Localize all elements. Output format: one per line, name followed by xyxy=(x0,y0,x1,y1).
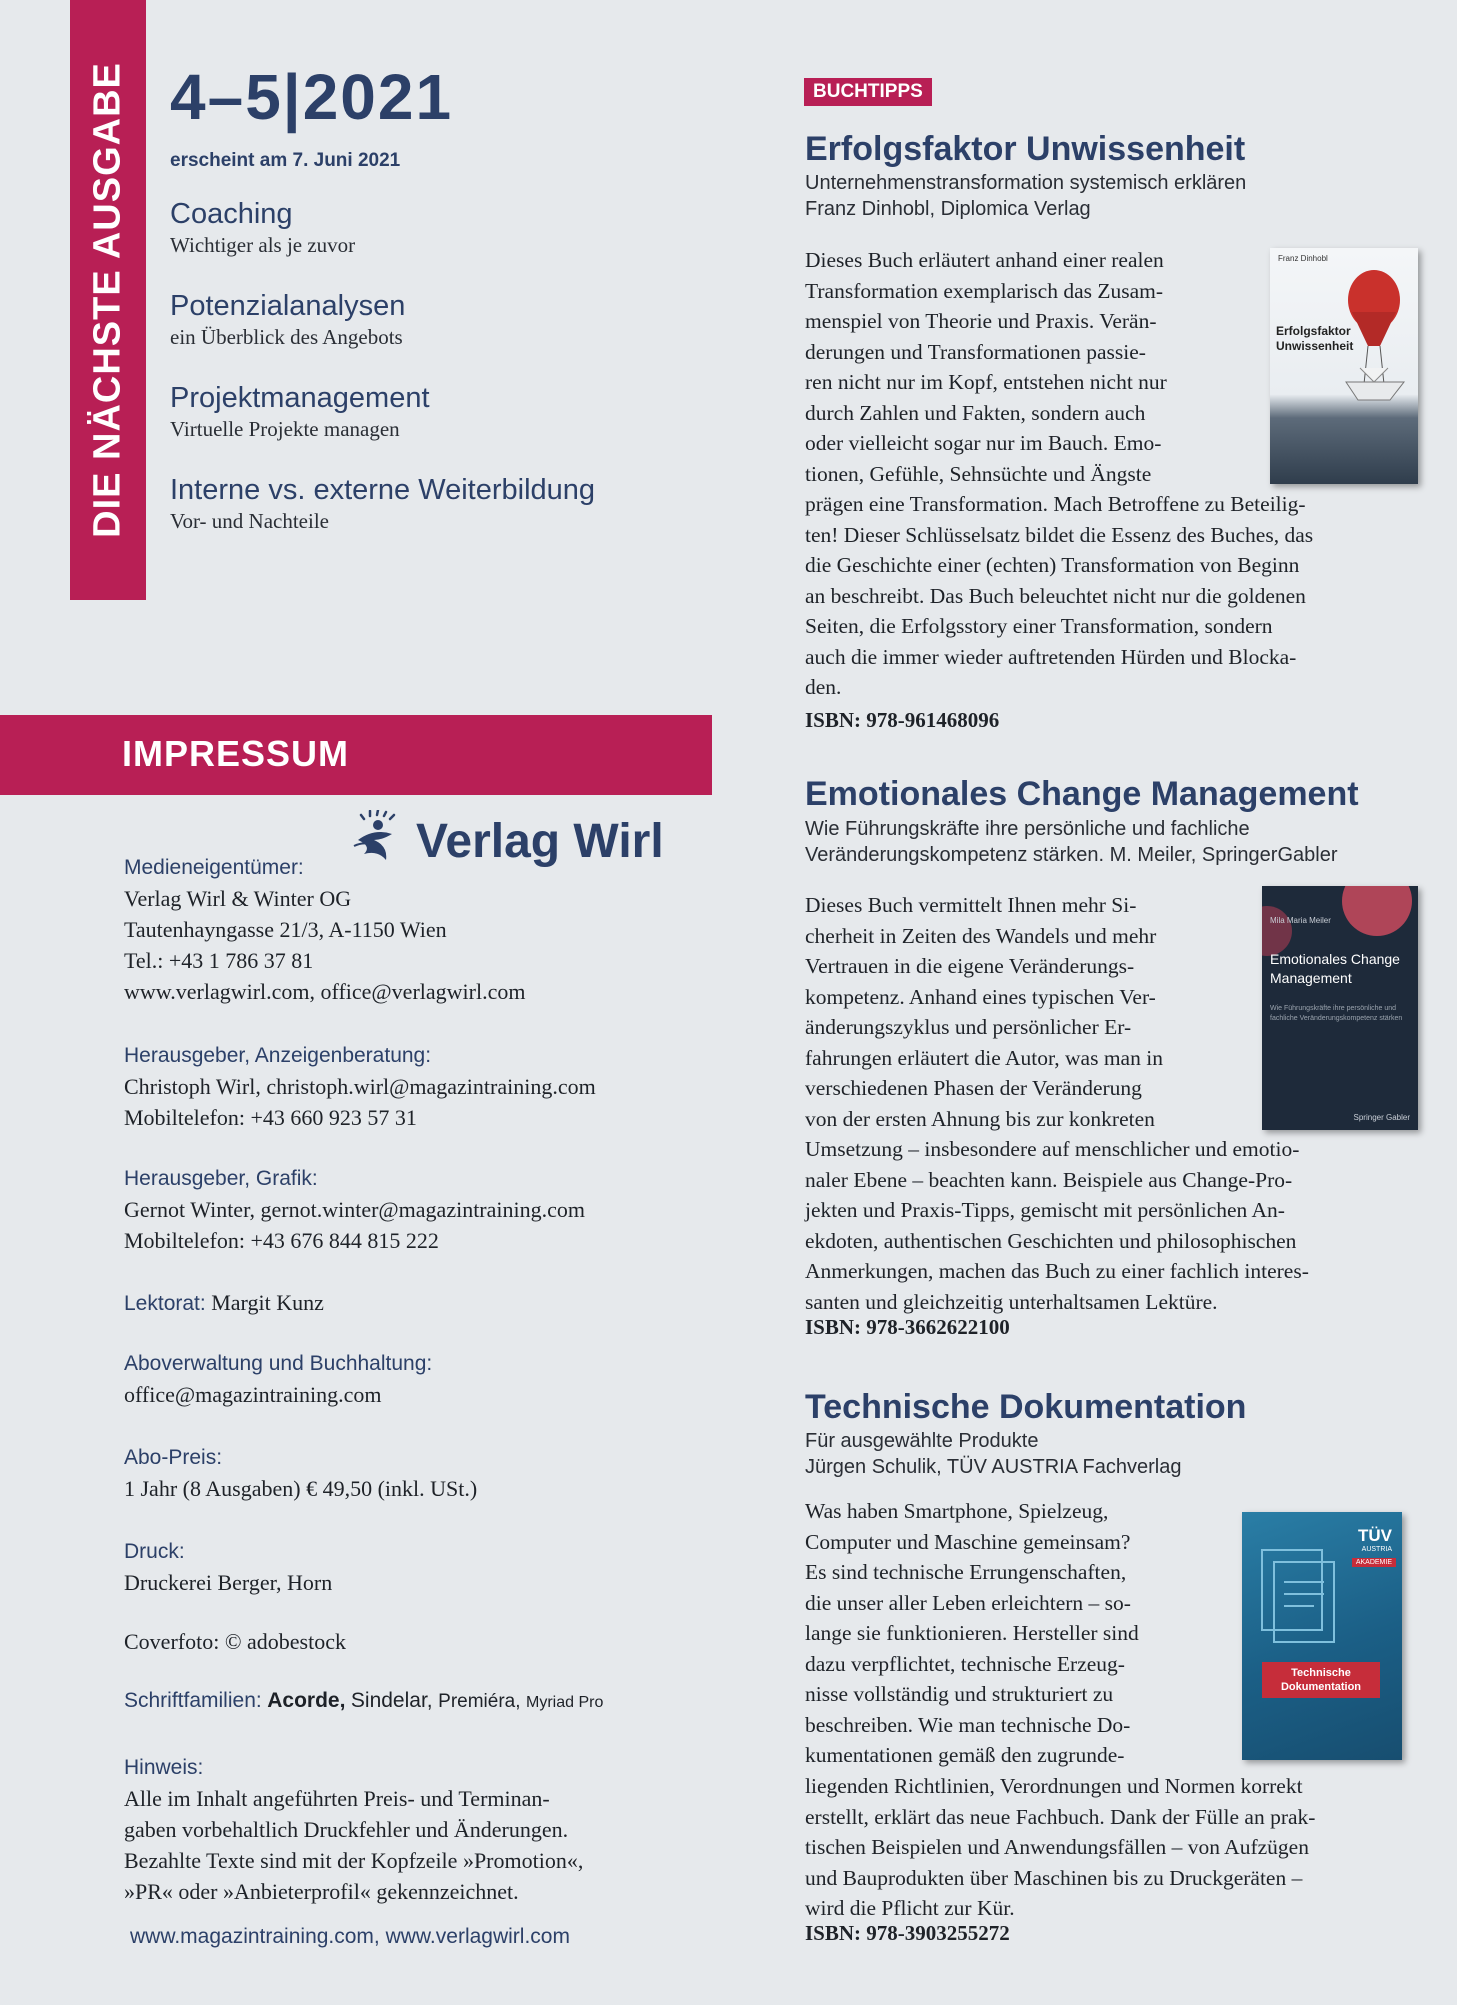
abo-label: Aboverwaltung und Buchhaltung: xyxy=(124,1352,433,1375)
publisher2-line: Mobiltelefon: +43 676 844 815 222 xyxy=(124,1228,439,1253)
book-subtitle-line: Franz Dinhobl, Diplomica Verlag xyxy=(805,198,1091,220)
book-subtitle-line: Für ausgewählte Produkte xyxy=(805,1430,1039,1452)
text-line: ten! Dieser Schlüsselsatz bildet die Essenz des Buches, das xyxy=(805,522,1314,547)
text-line: derungen und Transformationen passie- xyxy=(805,339,1146,364)
text-line: Dieses Buch vermittelt Ihnen mehr Si- xyxy=(805,893,1137,917)
font-name: Sindelar, xyxy=(350,1689,433,1712)
text-line: Seiten, die Erfolgsstory einer Transformation, sondern xyxy=(805,614,1273,638)
next-issue-banner-label: DIE NÄCHSTE AUSGABE xyxy=(86,62,129,538)
topic-title: Potenzialanalysen xyxy=(170,290,406,322)
cover-author: Franz Dinhobl xyxy=(1278,254,1328,263)
text-line: liegenden Richtlinien, Verordnungen und Normen korrekt xyxy=(805,1774,1303,1798)
impressum-bar xyxy=(0,715,712,795)
book-subtitle xyxy=(805,1428,1425,1480)
book-subtitle-line: Unternehmenstransformation systemisch erklären xyxy=(805,172,1247,194)
cover-brand: TÜV xyxy=(1358,1526,1392,1545)
text-line: lange sie funktionieren. Hersteller sind xyxy=(805,1621,1139,1645)
book-text-wide xyxy=(805,1771,1420,1924)
footer-urls[interactable]: www.magazintraining.com, www.verlagwirl.com xyxy=(130,1925,570,1948)
book-text-narrow xyxy=(805,890,1237,1134)
text-line: menspiel von Theorie und Praxis. Verän- xyxy=(805,309,1157,333)
text-line: Umsetzung – insbesondere auf menschlicher und emotio- xyxy=(805,1137,1300,1161)
topic-subtitle: Vor- und Nachteile xyxy=(170,509,329,533)
book-subtitle-line: Veränderungskompetenz stärken. M. Meiler, SpringerGabler xyxy=(805,844,1338,866)
cover-title-line: Management xyxy=(1270,970,1352,986)
druck-value: Druckerei Berger, Horn xyxy=(124,1570,333,1595)
text-line: Vertrauen in die eigene Veränderungs- xyxy=(805,954,1135,978)
lektorat-row xyxy=(124,1287,324,1319)
price-label: Abo-Preis: xyxy=(124,1446,223,1469)
cover-tag: AKADEMIE xyxy=(1352,1558,1396,1567)
cover-circle-decoration xyxy=(1262,906,1292,956)
topic-title: Coaching xyxy=(170,198,293,230)
book-subtitle-line: Jürgen Schulik, TÜV AUSTRIA Fachverlag xyxy=(805,1456,1182,1478)
publisher1-line: Mobiltelefon: +43 660 923 57 31 xyxy=(124,1105,417,1130)
cover-title-line: Erfolgsfaktor xyxy=(1276,324,1351,338)
book-title: Emotionales Change Management xyxy=(805,775,1359,813)
owner-line: Tautenhayngasse 21/3, A-1150 Wien xyxy=(124,917,447,942)
publisher2-block xyxy=(124,1163,585,1256)
text-line: dazu verpflichtet, technische Erzeug- xyxy=(805,1651,1125,1676)
text-line: erstellt, erklärt das neue Fachbuch. Dank der Fülle an prak- xyxy=(805,1804,1316,1829)
cover-author: Mila Maria Meiler xyxy=(1270,916,1331,925)
cover-circle-decoration xyxy=(1342,886,1412,936)
text-line: nisse vollständig und strukturiert zu xyxy=(805,1682,1114,1706)
abo-value[interactable]: office@magazintraining.com xyxy=(124,1382,382,1407)
issue-number: 4–5|2021 xyxy=(170,61,454,133)
cover-title-line: Dokumentation xyxy=(1280,1681,1362,1693)
text-line: die Geschichte einer (echten) Transformation von Beginn xyxy=(805,553,1300,577)
druck-label: Druck: xyxy=(124,1540,185,1563)
book-cover xyxy=(1242,1512,1402,1760)
hinweis-line: gaben vorbehaltlich Druckfehler und Änderungen. xyxy=(124,1817,569,1842)
book-isbn: ISBN: 978-3662622100 xyxy=(805,1315,1010,1339)
book-isbn: ISBN: 978-961468096 xyxy=(805,708,1000,732)
hinweis-line: Alle im Inhalt angeführten Preis- und Terminan- xyxy=(124,1786,550,1811)
topic-item xyxy=(170,382,430,442)
text-line: tionen, Gefühle, Sehnsüchte und Ängste xyxy=(805,461,1152,486)
topic-subtitle: Virtuelle Projekte managen xyxy=(170,417,400,441)
book-text-narrow xyxy=(805,245,1248,489)
cover-title xyxy=(1262,1662,1380,1698)
text-line: jekten und Praxis-Tipps, gemischt mit persönlichen An- xyxy=(805,1198,1285,1222)
cover-title-line: Technische xyxy=(1291,1667,1351,1679)
fonts-label: Schriftfamilien: xyxy=(124,1689,262,1712)
text-line: Transformation exemplarisch das Zusam- xyxy=(805,278,1164,303)
topic-subtitle: Wichtiger als je zuvor xyxy=(170,233,356,257)
publisher1-line[interactable]: Christoph Wirl, christoph.wirl@magazintraining.com xyxy=(124,1074,596,1099)
text-line: prägen eine Transformation. Mach Betroffene zu Beteilig- xyxy=(805,492,1306,516)
book-cover xyxy=(1262,886,1418,1130)
lektorat-label: Lektorat: xyxy=(124,1292,206,1315)
cover-publisher: Springer Gabler xyxy=(1353,1113,1410,1122)
publisher2-label: Herausgeber, Grafik: xyxy=(124,1167,318,1190)
text-line: Es sind technische Errungenschaften, xyxy=(805,1560,1127,1584)
topic-title: Interne vs. externe Weiterbildung xyxy=(170,474,596,506)
text-line: Was haben Smartphone, Spielzeug, xyxy=(805,1499,1109,1523)
cover-title-line: Emotionales Change xyxy=(1270,951,1400,967)
topic-item xyxy=(170,198,355,258)
impressum-heading: IMPRESSUM xyxy=(122,733,350,774)
topic-item xyxy=(170,290,405,350)
owner-block xyxy=(124,852,525,1007)
font-name: Myriad Pro xyxy=(526,1694,604,1711)
price-block xyxy=(124,1442,477,1504)
book-text-narrow xyxy=(805,1496,1213,1771)
cover-title xyxy=(1270,950,1400,988)
price-value: 1 Jahr (8 Ausgaben) € 49,50 (inkl. USt.) xyxy=(124,1476,478,1501)
text-line: an beschreibt. Das Buch beleuchtet nicht nur die goldenen xyxy=(805,583,1306,608)
text-line: auch die immer wieder auftretenden Hürden und Blocka- xyxy=(805,644,1297,669)
book-text-wide xyxy=(805,1134,1420,1317)
hinweis-line: Bezahlte Texte sind mit der Kopfzeile »Promotion«, xyxy=(124,1848,584,1873)
cover-subtitle: Wie Führungskräfte ihre persönliche und fachliche Veränderungskompetenz stärken xyxy=(1270,1005,1403,1022)
publisher1-label: Herausgeber, Anzeigenberatung: xyxy=(124,1044,432,1067)
text-line: santen und gleichzeitig unterhaltsamen Lektüre. xyxy=(805,1289,1218,1314)
text-line: ekdoten, authentischen Geschichten und philosophischen xyxy=(805,1228,1297,1253)
text-line: änderungszyklus und persönlicher Er- xyxy=(805,1015,1132,1039)
text-line: fahrungen erläutert die Autor, was man in xyxy=(805,1045,1163,1070)
text-line: beschreiben. Wie man technische Do- xyxy=(805,1712,1131,1737)
owner-label: Medieneigentümer: xyxy=(124,856,304,879)
owner-line: Verlag Wirl & Winter OG xyxy=(124,886,352,911)
text-line: den. xyxy=(805,675,842,699)
text-line: und Bauprodukten über Maschinen bis zu Druckgeräten – xyxy=(805,1865,1303,1890)
book-text-wide xyxy=(805,489,1420,703)
cover-brand-sub: AUSTRIA xyxy=(1361,1546,1392,1553)
book-title: Erfolgsfaktor Unwissenheit xyxy=(805,130,1246,168)
text-line: wird die Pflicht zur Kür. xyxy=(805,1896,1015,1920)
font-name: Acorde, xyxy=(267,1689,346,1712)
hinweis-label: Hinweis: xyxy=(124,1756,204,1779)
balloon-icon xyxy=(1330,264,1414,414)
topic-title: Projektmanagement xyxy=(170,382,430,414)
hinweis-block xyxy=(124,1752,583,1907)
text-line: Dieses Buch erläutert anhand einer realen xyxy=(805,248,1164,272)
book-cover xyxy=(1270,248,1418,484)
druck-block xyxy=(124,1536,332,1598)
cover-title-line: Unwissenheit xyxy=(1276,339,1354,353)
text-line: von der ersten Ahnung bis zur konkreten xyxy=(805,1106,1155,1131)
book-subtitle xyxy=(805,170,1425,222)
text-line: kumentationen gemäß den zugrunde- xyxy=(805,1743,1125,1767)
owner-line: Tel.: +43 1 786 37 81 xyxy=(124,948,314,973)
text-line: die unser aller Leben erleichtern – so- xyxy=(805,1590,1131,1615)
book-isbn: ISBN: 978-3903255272 xyxy=(805,1921,1010,1945)
font-name: Premiéra, xyxy=(438,1691,521,1712)
text-line: durch Zahlen und Fakten, sondern auch xyxy=(805,400,1146,425)
buchtipps-badge: BUCHTIPPS xyxy=(804,78,932,106)
book-title: Technische Dokumentation xyxy=(805,1388,1247,1426)
topic-item xyxy=(170,474,595,534)
text-line: Anmerkungen, machen das Buch zu einer fachlich interes- xyxy=(805,1259,1309,1283)
abo-block xyxy=(124,1348,432,1410)
lektorat-value: Margit Kunz xyxy=(211,1290,324,1315)
owner-line[interactable]: www.verlagwirl.com, office@verlagwirl.com xyxy=(124,979,526,1004)
book-subtitle xyxy=(805,816,1425,868)
publisher2-line[interactable]: Gernot Winter, gernot.winter@magazintraining.com xyxy=(124,1197,586,1222)
issue-date: erscheint am 7. Juni 2021 xyxy=(170,150,401,171)
fonts-row xyxy=(124,1684,603,1718)
document-graphic-icon xyxy=(1254,1542,1344,1652)
coverfoto: Coverfoto: © adobestock xyxy=(124,1629,346,1654)
hinweis-line: »PR« oder »Anbieterprofil« gekennzeichnet. xyxy=(124,1879,519,1904)
logo-text: Verlag Wirl xyxy=(416,814,664,868)
book-subtitle-line: Wie Führungskräfte ihre persönliche und fachliche xyxy=(805,818,1250,840)
publisher1-block xyxy=(124,1040,596,1133)
text-line: naler Ebene – beachten kann. Beispiele aus Change-Pro- xyxy=(805,1167,1293,1192)
text-line: oder vielleicht sogar nur im Bauch. Emo- xyxy=(805,431,1162,455)
text-line: verschiedenen Phasen der Veränderung xyxy=(805,1076,1142,1100)
text-line: tischen Beispielen und Anwendungsfällen – von Aufzügen xyxy=(805,1835,1309,1859)
text-line: cherheit in Zeiten des Wandels und mehr xyxy=(805,923,1157,948)
text-line: Computer und Maschine gemeinsam? xyxy=(805,1529,1131,1554)
text-line: kompetenz. Anhand eines typischen Ver- xyxy=(805,984,1156,1009)
topic-subtitle: ein Überblick des Angebots xyxy=(170,325,403,349)
text-line: ren nicht nur im Kopf, entstehen nicht nur xyxy=(805,370,1167,394)
